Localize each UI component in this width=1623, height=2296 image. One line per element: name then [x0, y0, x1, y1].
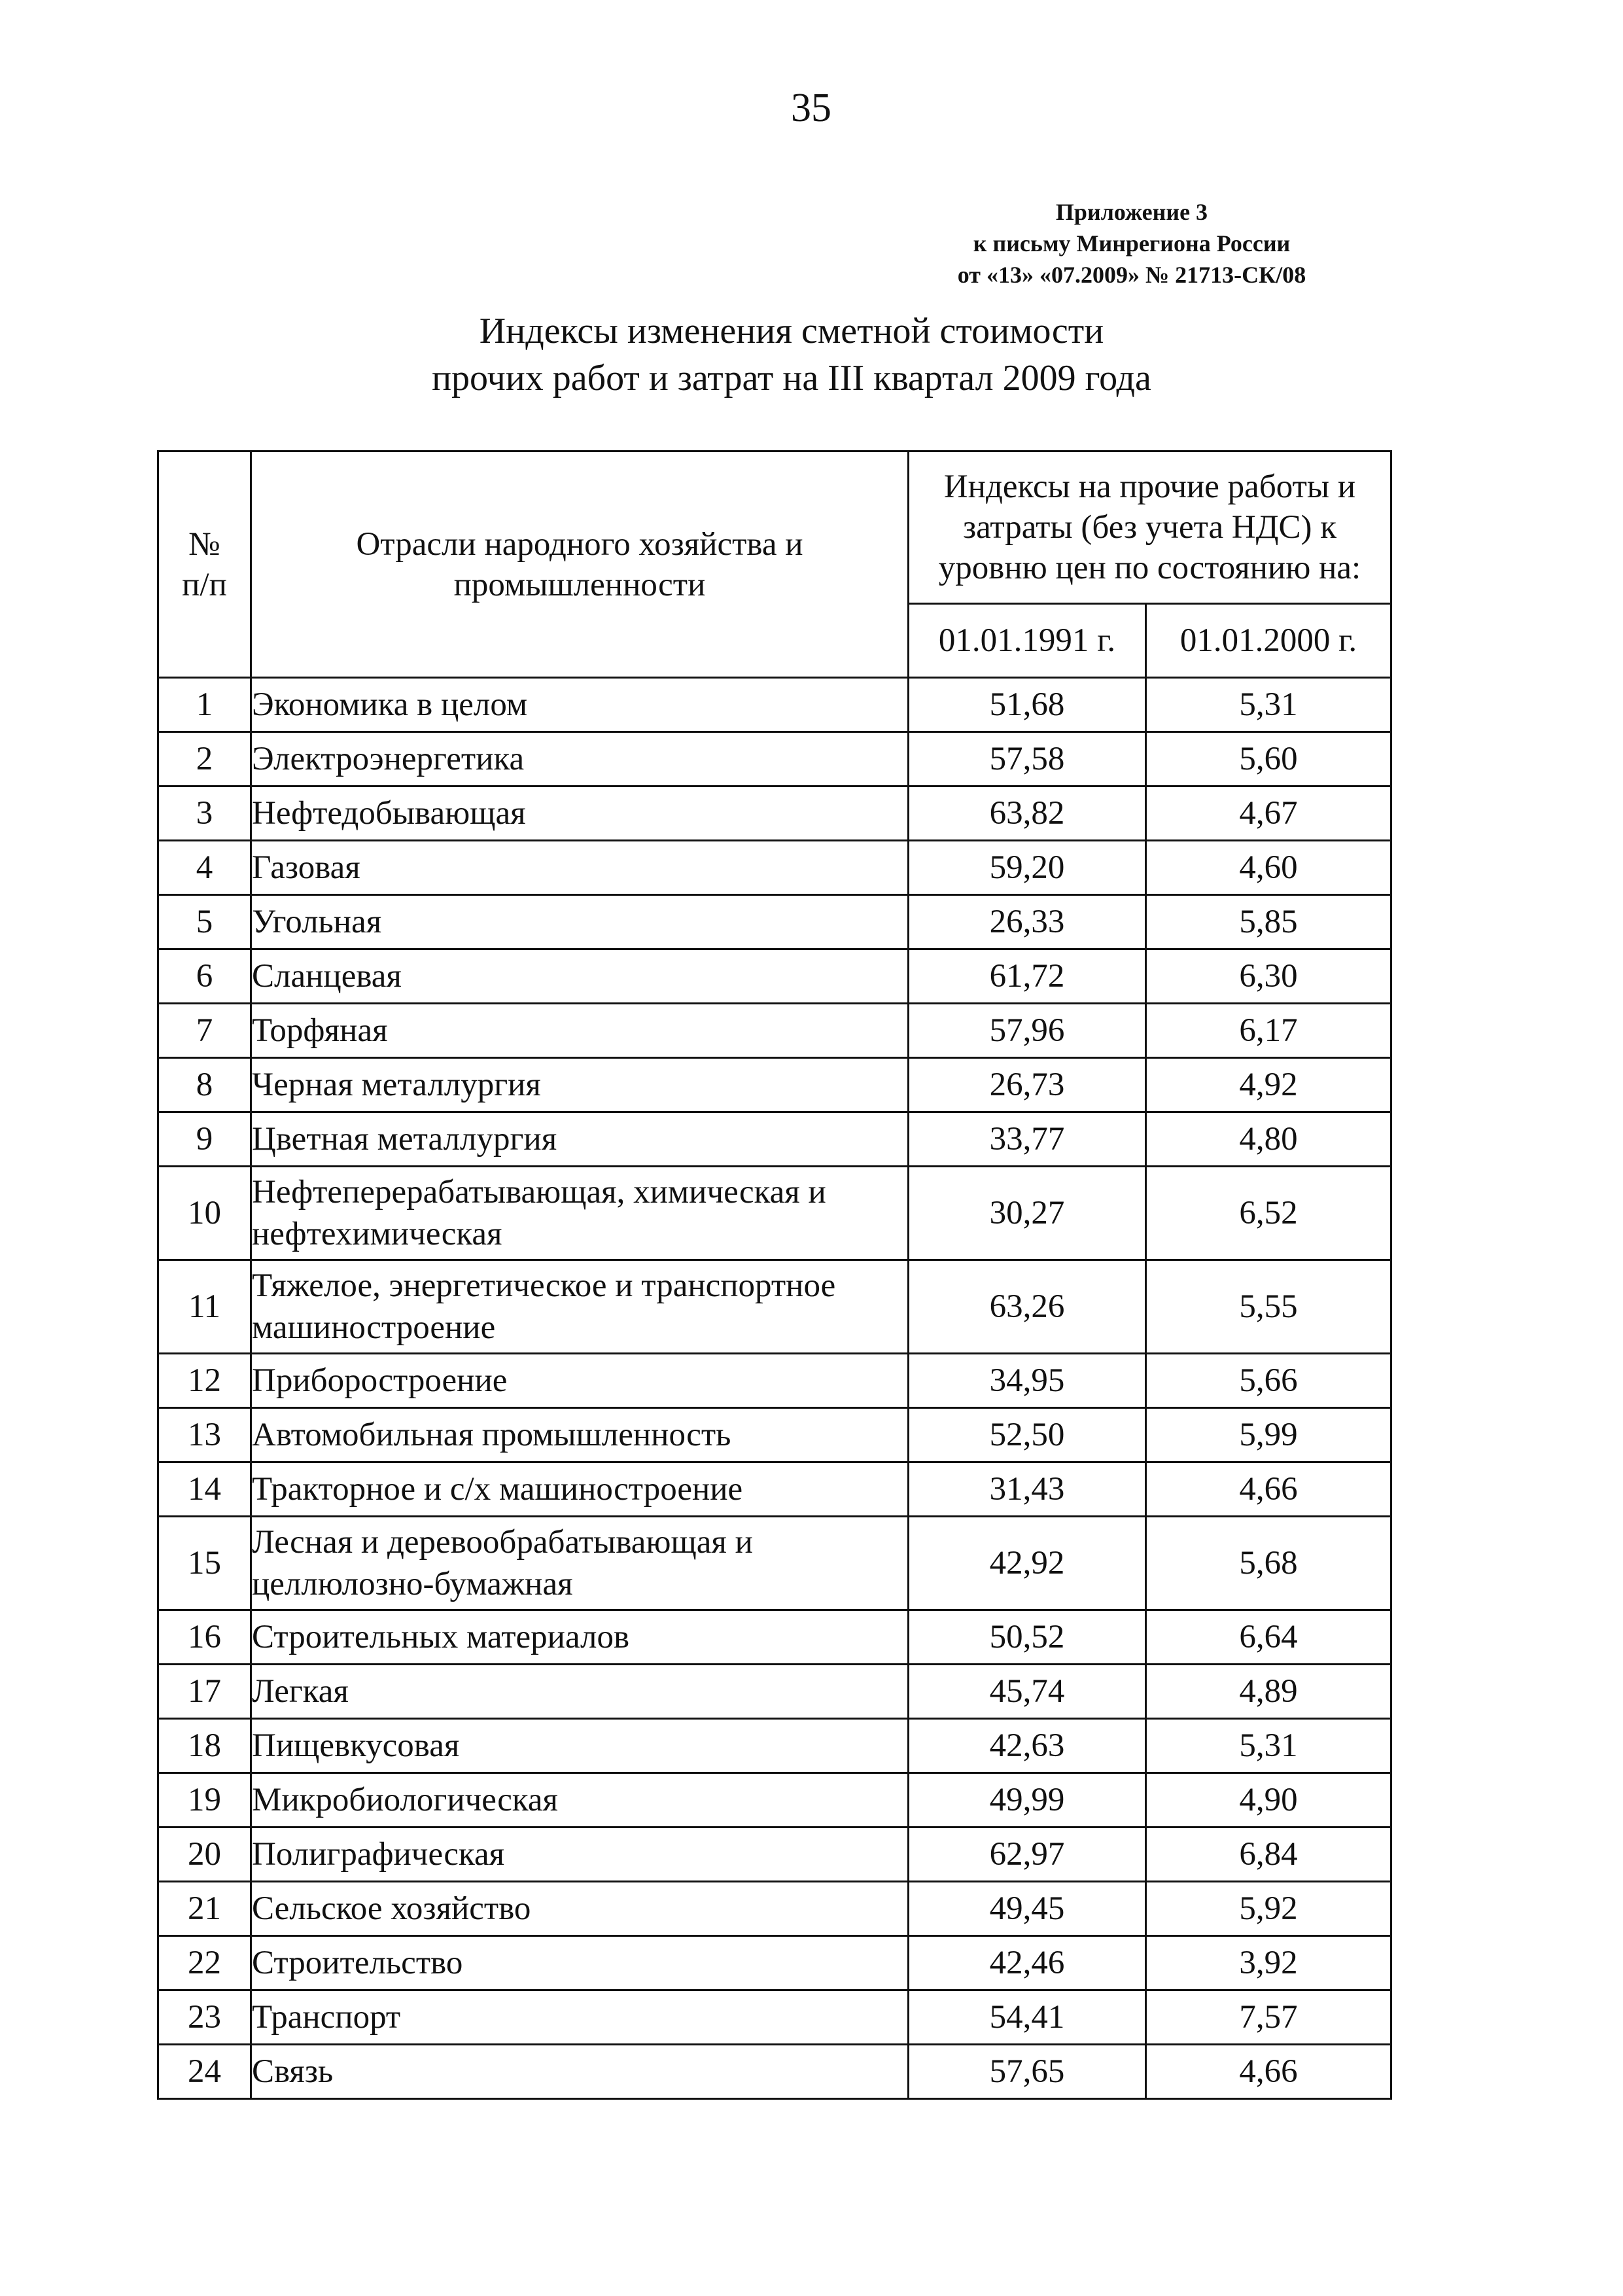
table-row	[158, 1004, 1391, 1058]
row-index-1991: 26,73	[909, 1058, 1146, 1112]
row-index-1991: 42,46	[909, 1936, 1146, 1990]
row-index-2000: 4,66	[1146, 2045, 1391, 2099]
row-number: 20	[158, 1828, 251, 1882]
row-index-2000: 5,31	[1146, 1719, 1391, 1773]
row-branch-name: Пищевкусовая	[251, 1719, 909, 1773]
table-row	[158, 1260, 1391, 1354]
header-date-1991: 01.01.1991 г.	[909, 604, 1146, 678]
row-branch-name: Строительство	[251, 1936, 909, 1990]
row-index-2000: 6,52	[1146, 1167, 1391, 1260]
row-branch-name: Газовая	[251, 841, 909, 895]
row-branch-name: Электроэнергетика	[251, 732, 909, 786]
row-number: 6	[158, 949, 251, 1004]
row-number: 4	[158, 841, 251, 895]
row-number: 3	[158, 786, 251, 841]
row-number: 24	[158, 2045, 251, 2099]
row-index-2000: 5,66	[1146, 1354, 1391, 1408]
row-index-1991: 31,43	[909, 1462, 1146, 1517]
row-index-1991: 26,33	[909, 895, 1146, 949]
row-index-2000: 5,68	[1146, 1517, 1391, 1610]
row-index-2000: 4,80	[1146, 1112, 1391, 1167]
row-index-2000: 5,60	[1146, 732, 1391, 786]
row-number: 5	[158, 895, 251, 949]
row-branch-name: Полиграфическая	[251, 1828, 909, 1882]
page-number: 35	[791, 86, 831, 130]
table-row	[158, 2045, 1391, 2099]
table-row	[158, 1828, 1391, 1882]
table-row	[158, 1058, 1391, 1112]
table-row	[158, 895, 1391, 949]
table-row	[158, 1719, 1391, 1773]
appendix-reference	[903, 196, 1361, 291]
row-index-2000: 3,92	[1146, 1936, 1391, 1990]
row-branch-name: Черная металлургия	[251, 1058, 909, 1112]
table-row	[158, 1112, 1391, 1167]
row-index-1991: 57,96	[909, 1004, 1146, 1058]
row-branch-name: Автомобильная промышленность	[251, 1408, 909, 1462]
row-index-1991: 49,45	[909, 1882, 1146, 1936]
row-branch-name: Нефтеперерабатывающая, химическая и нефтехимическая	[251, 1167, 909, 1260]
table-row	[158, 1354, 1391, 1408]
row-branch-name: Нефтедобывающая	[251, 786, 909, 841]
row-number: 1	[158, 678, 251, 732]
row-number: 14	[158, 1462, 251, 1517]
row-branch-name: Микробиологическая	[251, 1773, 909, 1828]
row-index-1991: 61,72	[909, 949, 1146, 1004]
row-branch-name: Сельское хозяйство	[251, 1882, 909, 1936]
row-number: 12	[158, 1354, 251, 1408]
row-number: 11	[158, 1260, 251, 1354]
row-index-2000: 4,90	[1146, 1773, 1391, 1828]
table-row	[158, 841, 1391, 895]
appendix-line-1: Приложение 3	[1055, 199, 1208, 225]
table-row	[158, 1167, 1391, 1260]
row-index-1991: 42,63	[909, 1719, 1146, 1773]
row-number: 17	[158, 1665, 251, 1719]
title-line-2: прочих работ и затрат на III квартал 2009 года	[432, 358, 1151, 398]
row-index-2000: 4,66	[1146, 1462, 1391, 1517]
header-branch: Отрасли народного хозяйства и промышленности	[251, 451, 909, 678]
row-index-1991: 52,50	[909, 1408, 1146, 1462]
row-index-1991: 63,26	[909, 1260, 1146, 1354]
row-index-1991: 54,41	[909, 1990, 1146, 2045]
row-index-1991: 63,82	[909, 786, 1146, 841]
table-row	[158, 1936, 1391, 1990]
row-index-2000: 5,31	[1146, 678, 1391, 732]
row-index-1991: 49,99	[909, 1773, 1146, 1828]
row-index-1991: 59,20	[909, 841, 1146, 895]
table-row	[158, 1990, 1391, 2045]
table-row	[158, 1665, 1391, 1719]
row-branch-name: Тяжелое, энергетическое и транспортное машиностроение	[251, 1260, 909, 1354]
row-number: 9	[158, 1112, 251, 1167]
row-index-1991: 45,74	[909, 1665, 1146, 1719]
table-row	[158, 949, 1391, 1004]
row-number: 2	[158, 732, 251, 786]
table-row	[158, 732, 1391, 786]
row-index-2000: 7,57	[1146, 1990, 1391, 2045]
appendix-line-3: от «13» «07.2009» № 21713-СК/08	[957, 262, 1306, 288]
row-branch-name: Экономика в целом	[251, 678, 909, 732]
table-row	[158, 1408, 1391, 1462]
row-branch-name: Цветная металлургия	[251, 1112, 909, 1167]
row-number: 15	[158, 1517, 251, 1610]
row-index-2000: 5,99	[1146, 1408, 1391, 1462]
row-index-2000: 6,84	[1146, 1828, 1391, 1882]
row-branch-name: Строительных материалов	[251, 1610, 909, 1665]
title-line-1: Индексы изменения сметной стоимости	[479, 311, 1104, 351]
row-number: 7	[158, 1004, 251, 1058]
table-row	[158, 1517, 1391, 1610]
row-index-1991: 30,27	[909, 1167, 1146, 1260]
table-row	[158, 786, 1391, 841]
row-index-1991: 50,52	[909, 1610, 1146, 1665]
row-number: 18	[158, 1719, 251, 1773]
row-branch-name: Связь	[251, 2045, 909, 2099]
row-branch-name: Тракторное и с/х машиностроение	[251, 1462, 909, 1517]
row-index-2000: 5,92	[1146, 1882, 1391, 1936]
row-branch-name: Торфяная	[251, 1004, 909, 1058]
table-row	[158, 1773, 1391, 1828]
table-row	[158, 1610, 1391, 1665]
row-index-2000: 4,60	[1146, 841, 1391, 895]
row-index-2000: 6,30	[1146, 949, 1391, 1004]
row-branch-name: Лесная и деревообрабатывающая и целлюлозно-бумажная	[251, 1517, 909, 1610]
header-num: № п/п	[158, 451, 251, 678]
indices-table	[157, 450, 1392, 2100]
row-index-1991: 34,95	[909, 1354, 1146, 1408]
row-number: 10	[158, 1167, 251, 1260]
row-index-1991: 57,58	[909, 732, 1146, 786]
row-number: 16	[158, 1610, 251, 1665]
row-index-2000: 5,85	[1146, 895, 1391, 949]
appendix-line-2: к письму Минрегиона России	[973, 230, 1291, 256]
row-index-1991: 62,97	[909, 1828, 1146, 1882]
header-indices: Индексы на прочие работы и затраты (без учета НДС) к уровню цен по состоянию на:	[909, 451, 1391, 604]
row-number: 13	[158, 1408, 251, 1462]
row-index-2000: 4,92	[1146, 1058, 1391, 1112]
row-index-1991: 57,65	[909, 2045, 1146, 2099]
row-index-2000: 4,67	[1146, 786, 1391, 841]
row-number: 19	[158, 1773, 251, 1828]
row-index-2000: 4,89	[1146, 1665, 1391, 1719]
row-number: 21	[158, 1882, 251, 1936]
row-index-1991: 42,92	[909, 1517, 1146, 1610]
table-row	[158, 1882, 1391, 1936]
row-branch-name: Угольная	[251, 895, 909, 949]
row-branch-name: Сланцевая	[251, 949, 909, 1004]
header-date-2000: 01.01.2000 г.	[1146, 604, 1391, 678]
row-index-2000: 5,55	[1146, 1260, 1391, 1354]
table-row	[158, 678, 1391, 732]
row-index-1991: 33,77	[909, 1112, 1146, 1167]
row-branch-name: Легкая	[251, 1665, 909, 1719]
document-title	[301, 308, 1282, 402]
row-index-2000: 6,17	[1146, 1004, 1391, 1058]
row-branch-name: Приборостроение	[251, 1354, 909, 1408]
row-index-1991: 51,68	[909, 678, 1146, 732]
row-number: 8	[158, 1058, 251, 1112]
table-row	[158, 1462, 1391, 1517]
row-number: 22	[158, 1936, 251, 1990]
row-index-2000: 6,64	[1146, 1610, 1391, 1665]
row-number: 23	[158, 1990, 251, 2045]
row-branch-name: Транспорт	[251, 1990, 909, 2045]
